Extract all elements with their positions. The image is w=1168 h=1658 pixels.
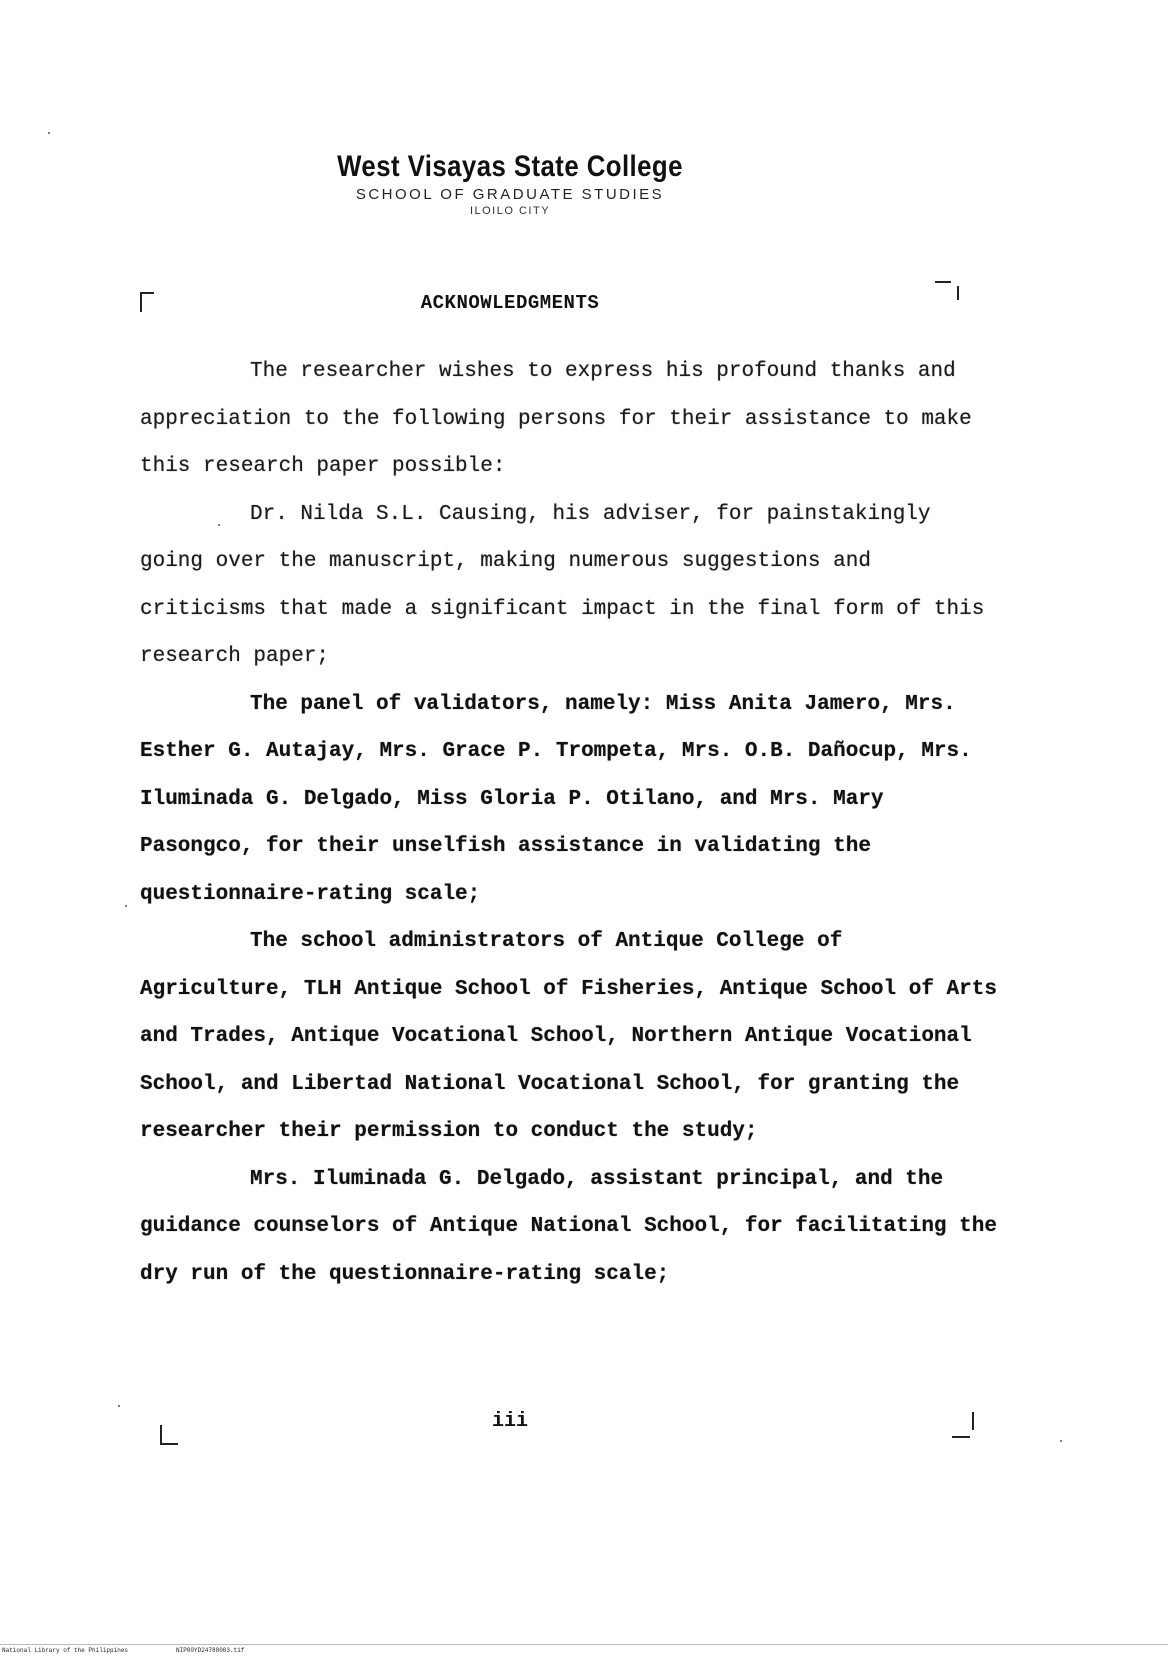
page-heading: ACKNOWLEDGMENTS <box>420 292 600 314</box>
paragraph-administrators: The school administrators of Antique College of Agriculture, TLH Antique School of Fisheries, Antique School of Arts and Trades, Antique Vocational School, Northern Antique Vocational School, and Libertad National Vocational School, for granting the researcher their permission to conduct the study; <box>140 930 997 1143</box>
school-name: SCHOOL OF GRADUATE STUDIES <box>355 186 665 203</box>
scan-speck <box>1060 1440 1062 1442</box>
scan-speck <box>118 1405 120 1407</box>
crop-mark-bottom-right <box>952 1435 970 1438</box>
crop-mark-bottom-right-tick <box>972 1412 975 1430</box>
paragraph-intro: The researcher wishes to express his profound thanks and appreciation to the following persons for their assistance to make this research paper possible: <box>140 360 972 478</box>
footer-divider <box>0 1644 1168 1645</box>
paragraph-validators: The panel of validators, namely: Miss Anita Jamero, Mrs. Esther G. Autajay, Mrs. Grace P. Trompeta, Mrs. O.B. Dañocup, Mrs. Iluminada G. Delgado, Miss Gloria P. Otilano, and Mrs. Mary Pasongco, for their unselfish assistance in validating the questionnaire-rating scale; <box>140 692 972 906</box>
letterhead <box>300 150 720 218</box>
city-name: ILOILO CITY <box>469 205 551 217</box>
paragraph-adviser: Dr. Nilda S.L. Causing, his adviser, for painstakingly going over the manuscript, making numerous suggestions and criticisms that made a significant impact in the final form of this research paper; <box>140 502 985 668</box>
page-number: iii <box>491 1410 528 1433</box>
crop-mark-top-left <box>140 292 154 312</box>
crop-mark-bottom-left <box>160 1425 178 1445</box>
scan-speck <box>218 524 220 526</box>
footer-caption: National Library of the Philippines <box>2 1647 129 1654</box>
body-text <box>140 348 1000 1298</box>
footer-file-id: NIP00YD24788003.tif <box>176 1647 245 1654</box>
scan-speck <box>48 132 50 134</box>
paragraph-counselors: Mrs. Iluminada G. Delgado, assistant principal, and the guidance counselors of Antique National School, for facilitating the dry run of the questionnaire-rating scale; <box>140 1167 997 1286</box>
scan-speck <box>125 905 127 907</box>
college-name: West Visayas State College <box>337 150 683 183</box>
crop-mark-top-right <box>935 281 951 284</box>
crop-mark-top-right-tick <box>957 286 960 300</box>
